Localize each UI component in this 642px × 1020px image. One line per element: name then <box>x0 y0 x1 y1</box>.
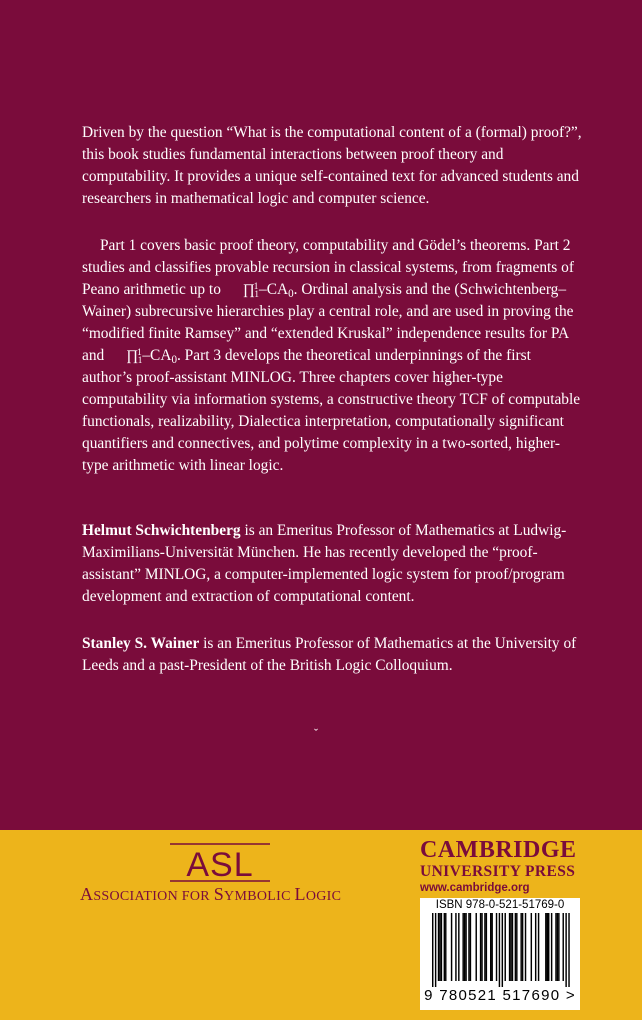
author-bio-1-text: is an Emeritus Professor of Mathematics at Ludwig-Maximilians-Universität München. He has recently developed the “proof-assistant” MINLOG, a computer-implemented logic system for proof/program development and extraction of computational content. <box>82 522 567 605</box>
barcode-bar <box>505 913 506 981</box>
blurb-p2-part-a: Part 1 covers basic proof theory, computability and Gödel’s theorems. Part 2 studies and classifies provable recursion in classical systems, from fragments of Peano arithmetic up to <box>82 237 574 298</box>
barcode-bar <box>520 913 521 981</box>
barcode-bar <box>515 913 516 981</box>
author-bio-1 <box>82 520 582 608</box>
barcode-bar <box>470 913 471 981</box>
blurb-p2-part-b: . Ordinal analysis and the (Schwichtenberg–Wainer) subrecursive hierarchies play a central role, and are used in proving the “modified finite Ramsey” and “extended Kruskal” independence results for PA and <box>82 281 574 364</box>
ca-subscript: 0 <box>288 287 294 300</box>
barcode-image <box>424 913 576 987</box>
barcode-bar <box>499 913 500 987</box>
barcode-bar <box>547 913 548 981</box>
barcode-bar <box>548 913 549 981</box>
barcode-bar <box>531 913 532 981</box>
barcode-bar <box>525 913 526 981</box>
barcode-bar <box>480 913 481 981</box>
pi-symbol: ∏ <box>242 282 255 298</box>
barcode-bar <box>491 913 492 981</box>
barcode-bar <box>465 913 466 981</box>
isbn-label: ISBN 978-0-521-51769-0 <box>435 899 565 911</box>
blurb-p2-part-c: . Part 3 develops the theoretical underpinnings of the first author’s proof-assistant MINLOG. Three chapters cover higher-type computability via information systems, a constructive theory TCF of computable functionals, realizability, Dialectica interpretation, computationally significant quantifiers and connectives, and polytime complexity in a two-sorted, higher-type arithmetic with linear logic. <box>82 347 581 474</box>
barcode-bar <box>565 913 566 987</box>
barcode-bar <box>502 913 503 987</box>
pi-subscript-2: 1 <box>137 355 143 366</box>
barcode-bar <box>432 913 433 987</box>
asl-name-cap-l: L <box>294 884 306 904</box>
barcode-digits: 9 780521 517690 > <box>424 987 576 1004</box>
asl-logo <box>170 843 270 883</box>
barcode-bar <box>435 913 436 987</box>
barcode-block <box>420 898 580 1010</box>
asl-name-cap-s: S <box>213 884 225 904</box>
barcode-bar <box>535 913 536 981</box>
barcode-bar <box>551 913 552 981</box>
asl-name <box>80 884 370 905</box>
ornament-mark: ˇ <box>314 726 318 740</box>
barcode-bar <box>509 913 510 981</box>
asl-logo-text: ASL <box>186 846 254 883</box>
barcode-bar <box>455 913 456 981</box>
asl-name-rest-3: OGIC <box>305 889 342 904</box>
ca-label: –CA <box>259 281 289 298</box>
barcode-bar <box>496 913 497 981</box>
barcode-bar <box>484 913 485 981</box>
barcode-bar <box>441 913 442 981</box>
barcode-bar <box>476 913 477 981</box>
barcode-bar <box>439 913 440 981</box>
publisher-name: CAMBRIDGE <box>420 837 577 863</box>
author-bio-2-text: is an Emeritus Professor of Mathematics at the University of Leeds and a past-President of the British Logic Colloquium. <box>82 635 577 674</box>
author-name-2: Stanley S. Wainer <box>82 635 200 652</box>
barcode-bar <box>563 913 564 981</box>
author-name-1: Helmut Schwichtenberg <box>82 522 241 539</box>
ca-label-2: –CA <box>142 347 172 364</box>
barcode-bar <box>510 913 511 981</box>
pi-symbol-2: ∏ <box>126 348 139 364</box>
publisher-subtitle: UNIVERSITY PRESS <box>420 863 576 880</box>
barcode-bar <box>538 913 539 981</box>
barcode-bar <box>512 913 513 981</box>
barcode-bar <box>468 913 469 981</box>
barcode-bar <box>486 913 487 981</box>
barcode-bar <box>522 913 523 981</box>
publisher-url: www.cambridge.org <box>420 882 530 894</box>
pi-subscript: 1 <box>254 289 260 300</box>
ca-subscript-2: 0 <box>171 353 177 366</box>
barcode-bar <box>481 913 482 981</box>
barcode-bar <box>445 913 446 981</box>
barcode-bar <box>568 913 569 987</box>
barcode-bar <box>462 913 463 981</box>
barcode-bar <box>438 913 439 981</box>
pi-superscript-2: 1 <box>137 346 142 357</box>
barcode-bar <box>557 913 558 981</box>
asl-name-cap-a: A <box>80 884 94 904</box>
blurb-paragraph-2 <box>82 235 582 477</box>
barcode-bar <box>458 913 459 981</box>
blurb-paragraph-1: Driven by the question “What is the computational content of a (formal) proof?”, this book studies fundamental interactions between proof theory and computability. It provides a unique self-contained text for advanced students and researchers in mathematical logic and computer science. <box>82 124 582 207</box>
barcode-bar <box>464 913 465 981</box>
barcode-bar <box>451 913 452 981</box>
barcode-bar <box>490 913 491 981</box>
asl-name-rest-2: YMBOLIC <box>224 889 295 904</box>
barcode-bar <box>558 913 559 981</box>
barcode-bar <box>545 913 546 981</box>
barcode-bar <box>555 913 556 981</box>
author-bio-2 <box>82 633 582 677</box>
pi-superscript: 1 <box>253 280 259 291</box>
barcode-bar <box>444 913 445 981</box>
barcode-bar <box>516 913 517 981</box>
asl-name-rest-1: SSOCIATION FOR <box>93 889 214 904</box>
